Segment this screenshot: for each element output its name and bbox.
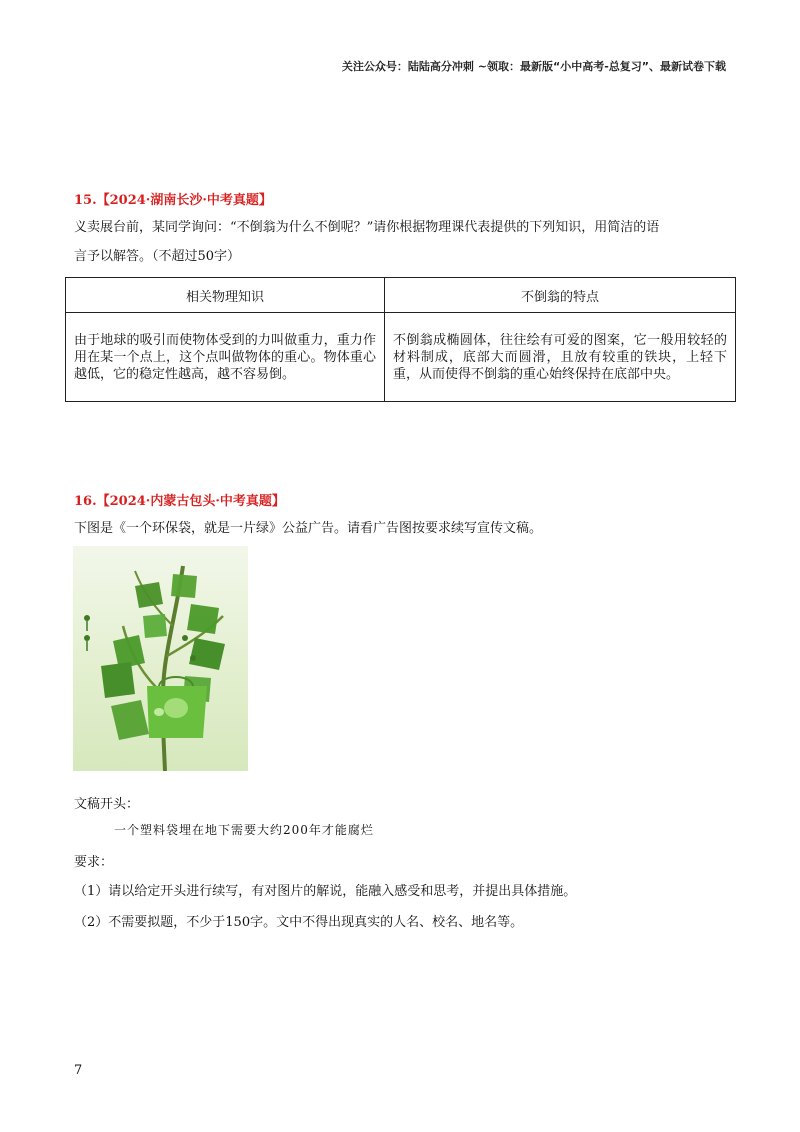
- requirement-1: （1）请以给定开头进行续写，有对图片的解说，能融入感受和思考，并提出具体措施。: [74, 884, 577, 899]
- poster-illustration: [73, 546, 248, 771]
- table-header-knowledge: 相关物理知识: [66, 278, 385, 313]
- header-promo-note: 关注公众号：陆陆高分冲刺 ~领取：最新版“小中高考-总复习”、最新试卷下载: [341, 60, 726, 73]
- question-15-stem-line2: 言予以解答。（不超过50字）: [74, 249, 241, 264]
- table-cell-knowledge: 由于地球的吸引而使物体受到的力叫做重力，重力作用在某一个点上，这个点叫做物体的重心。物体重心越低，它的稳定性越高，越不容易倒。: [66, 313, 385, 402]
- green-plant-bag-icon: [73, 546, 248, 771]
- question-16-title: 16.【2024·内蒙古包头·中考真题】: [74, 494, 285, 509]
- opening-label: 文稿开头：: [74, 797, 140, 812]
- question-15-stem: [74, 213, 730, 271]
- requirements-label: 要求：: [74, 855, 114, 870]
- page-number: 7: [74, 1063, 83, 1078]
- question-15-title: 15.【2024·湖南长沙·中考真题】: [74, 193, 272, 208]
- question-15-stem-line1: 义卖展台前，某同学询问：“不倒翁为什么不倒呢？”请你根据物理课代表提供的下列知识，用简洁的语: [74, 220, 660, 235]
- table-header-row: [66, 278, 736, 313]
- table-cell-features: 不倒翁成椭圆体，往往绘有可爱的图案，它一般用较轻的材料制成，底部大而圆滑，且放有较重的铁块，上轻下重，从而使得不倒翁的重心始终保持在底部中央。: [385, 313, 736, 402]
- requirement-2: （2）不需要拟题，不少于150字。文中不得出现真实的人名、校名、地名等。: [74, 915, 524, 930]
- table-row: [66, 313, 736, 402]
- opening-text: 一个塑料袋埋在地下需要大约200年才能腐烂: [114, 823, 374, 837]
- question-16-stem: [74, 514, 730, 543]
- physics-knowledge-table: [65, 277, 736, 402]
- question-16-stem-text: 下图是《一个环保袋，就是一片绿》公益广告。请看广告图按要求续写宣传文稿。: [74, 521, 543, 536]
- table-header-features: 不倒翁的特点: [385, 278, 736, 313]
